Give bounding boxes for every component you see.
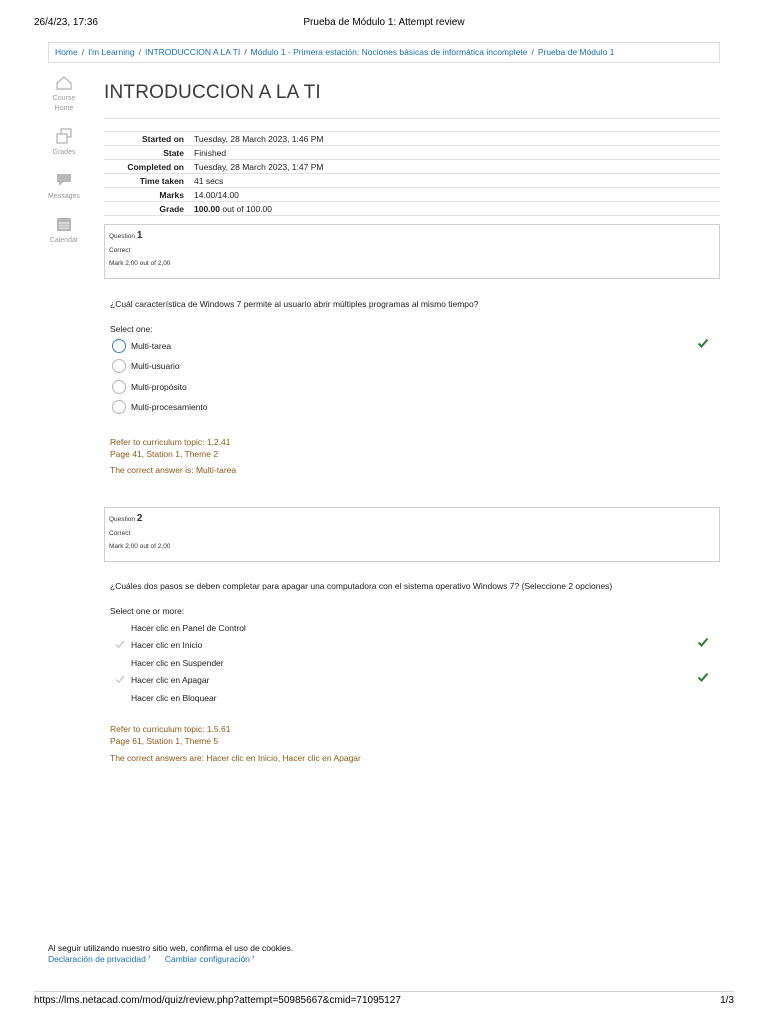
radio-button[interactable] [112, 400, 126, 414]
question-number [109, 513, 715, 524]
nav-calendar[interactable] [38, 216, 90, 246]
question-1-info [104, 224, 720, 279]
summary-label: Completed on [104, 160, 190, 174]
privacy-statement-link[interactable]: Declaración de privacidad [48, 954, 146, 964]
question-2-select-label: Select one or more: [110, 606, 185, 616]
curriculum-page: Page 61, Station 1, Theme 5 [110, 736, 219, 746]
summary-label: Marks [104, 188, 190, 202]
summary-row-time-taken [104, 174, 720, 188]
nav-grades-label: Grades [52, 149, 76, 156]
curriculum-topic: Refer to curriculum topic: 1.2.41 [110, 437, 231, 447]
question-1-option-4[interactable] [112, 399, 208, 415]
grade-value: 100.00 [194, 203, 220, 214]
grades-icon [56, 128, 72, 144]
breadcrumb-separator: / [244, 47, 247, 57]
question-2-text: ¿Cuáles dos pasos se deben completar para apagar una computadora con el sistema operativo Windows 7? (Seleccione 2 opciones) [110, 581, 613, 591]
question-mark: Mark 2,00 out of 2,00 [109, 260, 171, 267]
curriculum-page: Page 41, Station 1, Theme 2 [110, 449, 219, 459]
grade-out-of: out of 100.00 [220, 203, 272, 214]
summary-label: Time taken [104, 174, 190, 188]
nav-messages-label: Messages [48, 193, 80, 200]
question-number-value: 2 [136, 513, 143, 524]
question-status: Correct [109, 247, 131, 254]
summary-value: 41 secs [190, 174, 720, 188]
question-1-option-2[interactable] [112, 358, 180, 374]
summary-row-marks [104, 188, 720, 202]
selected-checkbox-icon[interactable] [115, 639, 125, 649]
option-label: Multi-procesamiento [131, 402, 208, 412]
question-2-correct-answer: The correct answers are: Hacer clic en Inicio, Hacer clic en Apagar [110, 753, 361, 763]
messages-icon [56, 172, 72, 188]
nav-course-home[interactable] [38, 76, 90, 114]
summary-row-started-on [104, 132, 720, 146]
print-page-title: Prueba de Módulo 1: Attempt review [303, 17, 465, 28]
print-header [34, 17, 734, 31]
breadcrumb-module[interactable]: Módulo 1 - Primera estación: Nociones básicas de informática incomplete [250, 47, 528, 57]
chevron-right-icon: › [251, 952, 255, 961]
home-icon [56, 76, 72, 90]
radio-button-selected[interactable] [112, 339, 126, 353]
page-number: 1/3 [720, 995, 734, 1006]
breadcrumb-im-learning[interactable]: I'm Learning [88, 47, 135, 57]
question-2-option-3[interactable]: Hacer clic en Suspender [131, 658, 224, 668]
breadcrumb-separator: / [531, 47, 534, 57]
course-title: INTRODUCCION A LA TI [104, 82, 321, 103]
question-prefix: Question [109, 233, 136, 240]
correct-check-icon [697, 671, 709, 683]
breadcrumb-course[interactable]: INTRODUCCION A LA TI [144, 47, 241, 57]
option-label: Multi-propósito [131, 382, 187, 392]
breadcrumb-quiz[interactable]: Prueba de Módulo 1 [537, 47, 615, 57]
summary-value: Tuesday, 28 March 2023, 1:47 PM [190, 160, 720, 174]
summary-row-completed-on [104, 160, 720, 174]
summary-label: Grade [104, 202, 190, 216]
summary-row-grade [104, 202, 720, 216]
question-prefix: Question [109, 516, 136, 523]
breadcrumb-home[interactable]: Home [55, 47, 78, 57]
question-1-option-1[interactable] [112, 338, 171, 354]
question-2-info [104, 507, 720, 562]
question-number [109, 230, 715, 241]
nav-course-home-label-line2: Home [54, 105, 74, 112]
question-2-option-2[interactable]: Hacer clic en Inicio [131, 640, 203, 650]
question-1-correct-answer: The correct answer is: Multi-tarea [110, 465, 237, 475]
summary-value: 14.00/14.00 [190, 188, 720, 202]
selected-checkbox-icon[interactable] [115, 674, 125, 684]
calendar-icon [56, 216, 72, 232]
nav-grades[interactable] [38, 128, 90, 158]
question-2-option-1[interactable]: Hacer clic en Panel de Control [131, 623, 246, 633]
cookie-notice-text: Al seguir utilizando nuestro sitio web, confirma el uso de cookies. [48, 943, 294, 953]
attempt-summary-table [104, 131, 720, 216]
summary-label: State [104, 146, 190, 160]
correct-check-icon [697, 636, 709, 648]
nav-calendar-label: Calendar [49, 237, 79, 244]
curriculum-topic: Refer to curriculum topic: 1.5.61 [110, 724, 231, 734]
summary-value: Finished [190, 146, 720, 160]
chevron-right-icon: › [147, 952, 151, 961]
breadcrumb [48, 42, 720, 63]
change-settings-link[interactable]: Cambiar configuración [164, 954, 250, 964]
page-url: https://lms.netacad.com/mod/quiz/review.php?attempt=50985667&cmid=71095127 [34, 995, 401, 1006]
summary-value: Tuesday, 28 March 2023, 1:46 PM [190, 132, 720, 146]
radio-button[interactable] [112, 380, 126, 394]
question-number-value: 1 [136, 230, 143, 241]
option-label: Multi-tarea [131, 341, 172, 351]
nav-course-home-label-line1: Course [52, 95, 76, 102]
summary-label: Started on [104, 132, 190, 146]
question-1-text: ¿Cuál característica de Windows 7 permite al usuario abrir múltiples programas al mismo tiempo? [110, 299, 479, 309]
nav-messages[interactable] [38, 172, 90, 202]
question-mark: Mark 2,00 out of 2,00 [109, 543, 171, 550]
breadcrumb-separator: / [138, 47, 141, 57]
option-label: Multi-usuario [131, 361, 180, 371]
correct-check-icon [697, 337, 709, 349]
footer-divider [34, 991, 734, 992]
breadcrumb-separator: / [81, 47, 85, 57]
title-divider [104, 118, 720, 119]
question-2-option-4[interactable]: Hacer clic en Apagar [131, 675, 210, 685]
question-1-feedback [110, 436, 230, 460]
question-2-option-5[interactable]: Hacer clic en Bloquear [131, 693, 217, 703]
cookie-links [48, 954, 267, 964]
question-1-option-3[interactable] [112, 379, 187, 395]
question-2-feedback [110, 723, 230, 747]
summary-value [190, 202, 720, 216]
summary-row-state [104, 146, 720, 160]
radio-button[interactable] [112, 359, 126, 373]
print-date: 26/4/23, 17:36 [34, 17, 98, 28]
question-1-select-label: Select one: [110, 324, 153, 334]
question-status: Correct [109, 530, 131, 537]
side-nav [38, 76, 90, 260]
